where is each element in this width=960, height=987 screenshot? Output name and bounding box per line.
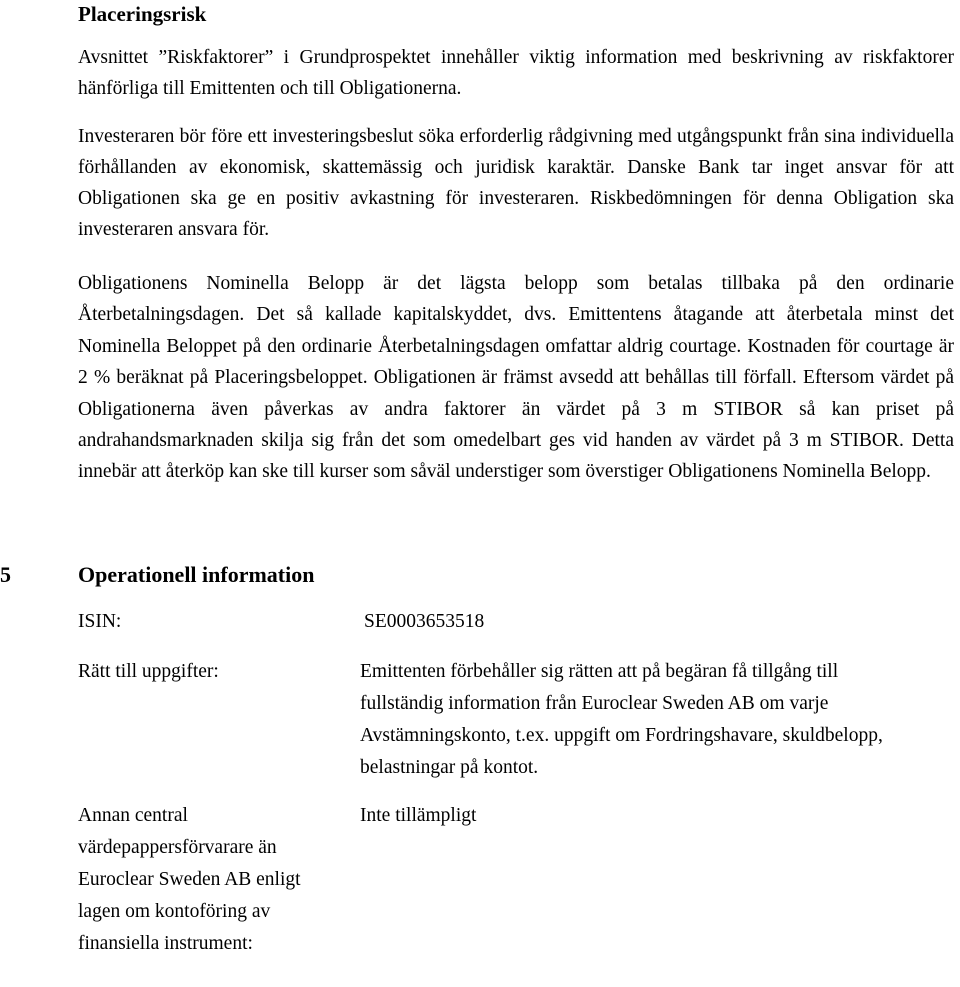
paragraph-radgivning: Investeraren bör före ett investeringsbeslut söka erforderlig rådgivning med utgångspunkt från sina individuella förhållanden av ekonomisk, skattemässig och juridisk karaktär. Danske Bank tar inget ansvar för att Obligationen ska ge en positiv avkastning för investeraren. Riskbedömningen för denna Obligation ska investeraren ansvara för. — [78, 126, 954, 240]
info-value-ratt-till-uppgifter: Emittenten förbehåller sig rätten att på begäran få tillgång till fullständig information från Euroclear Sweden AB om varje Avstämningskonto, t.ex. uppgift om Fordringshavare, skuldbelopp, belastningar på kontot. — [360, 661, 883, 778]
paragraph-riskfaktorer: Avsnittet ”Riskfaktorer” i Grundprospektet innehåller viktig information med beskrivning av riskfaktorer hänförliga till Emittenten och till Obligationerna. — [78, 47, 954, 99]
info-value-annan-vardepappersforvarare: Inte tillämpligt — [360, 805, 477, 826]
section-title: Operationell information — [78, 562, 315, 587]
info-label-isin: ISIN: — [78, 611, 122, 632]
info-label-ratt-till-uppgifter: Rätt till uppgifter: — [78, 661, 219, 682]
section-number: 5 — [0, 562, 11, 587]
info-label-annan-vardepappersforvarare: Annan central värdepappersförvarare än Euroclear Sweden AB enligt lagen om kontoföring av finansiella instrument: — [78, 805, 301, 954]
page-heading: Placeringsrisk — [78, 2, 207, 26]
paragraph-nominellt-belopp: Obligationens Nominella Belopp är det lägsta belopp som betalas tillbaka på den ordinarie Återbetalningsdagen. Det så kallade kapitalskyddet, dvs. Emittentens åtagande att återbetala minst det Nominella Beloppet på den ordinarie Återbetalningsdagen omfattar aldrig courtage. Kostnaden för courtage är 2 % beräknat på Placeringsbeloppet. Obligationen är främst avsedd att behållas till förfall. Eftersom värdet på Obligationerna även påverkas av andra faktorer än värdet på 3 m STIBOR så kan priset på andrahandsmarknaden skilja sig från det som omedelbart ges vid handen av värdet på 3 m STIBOR. Detta innebär att återköp kan ske till kurser som såväl understiger som överstiger Obligationens Nominella Belopp. — [78, 273, 954, 483]
info-value-isin: SE0003653518 — [364, 611, 485, 632]
